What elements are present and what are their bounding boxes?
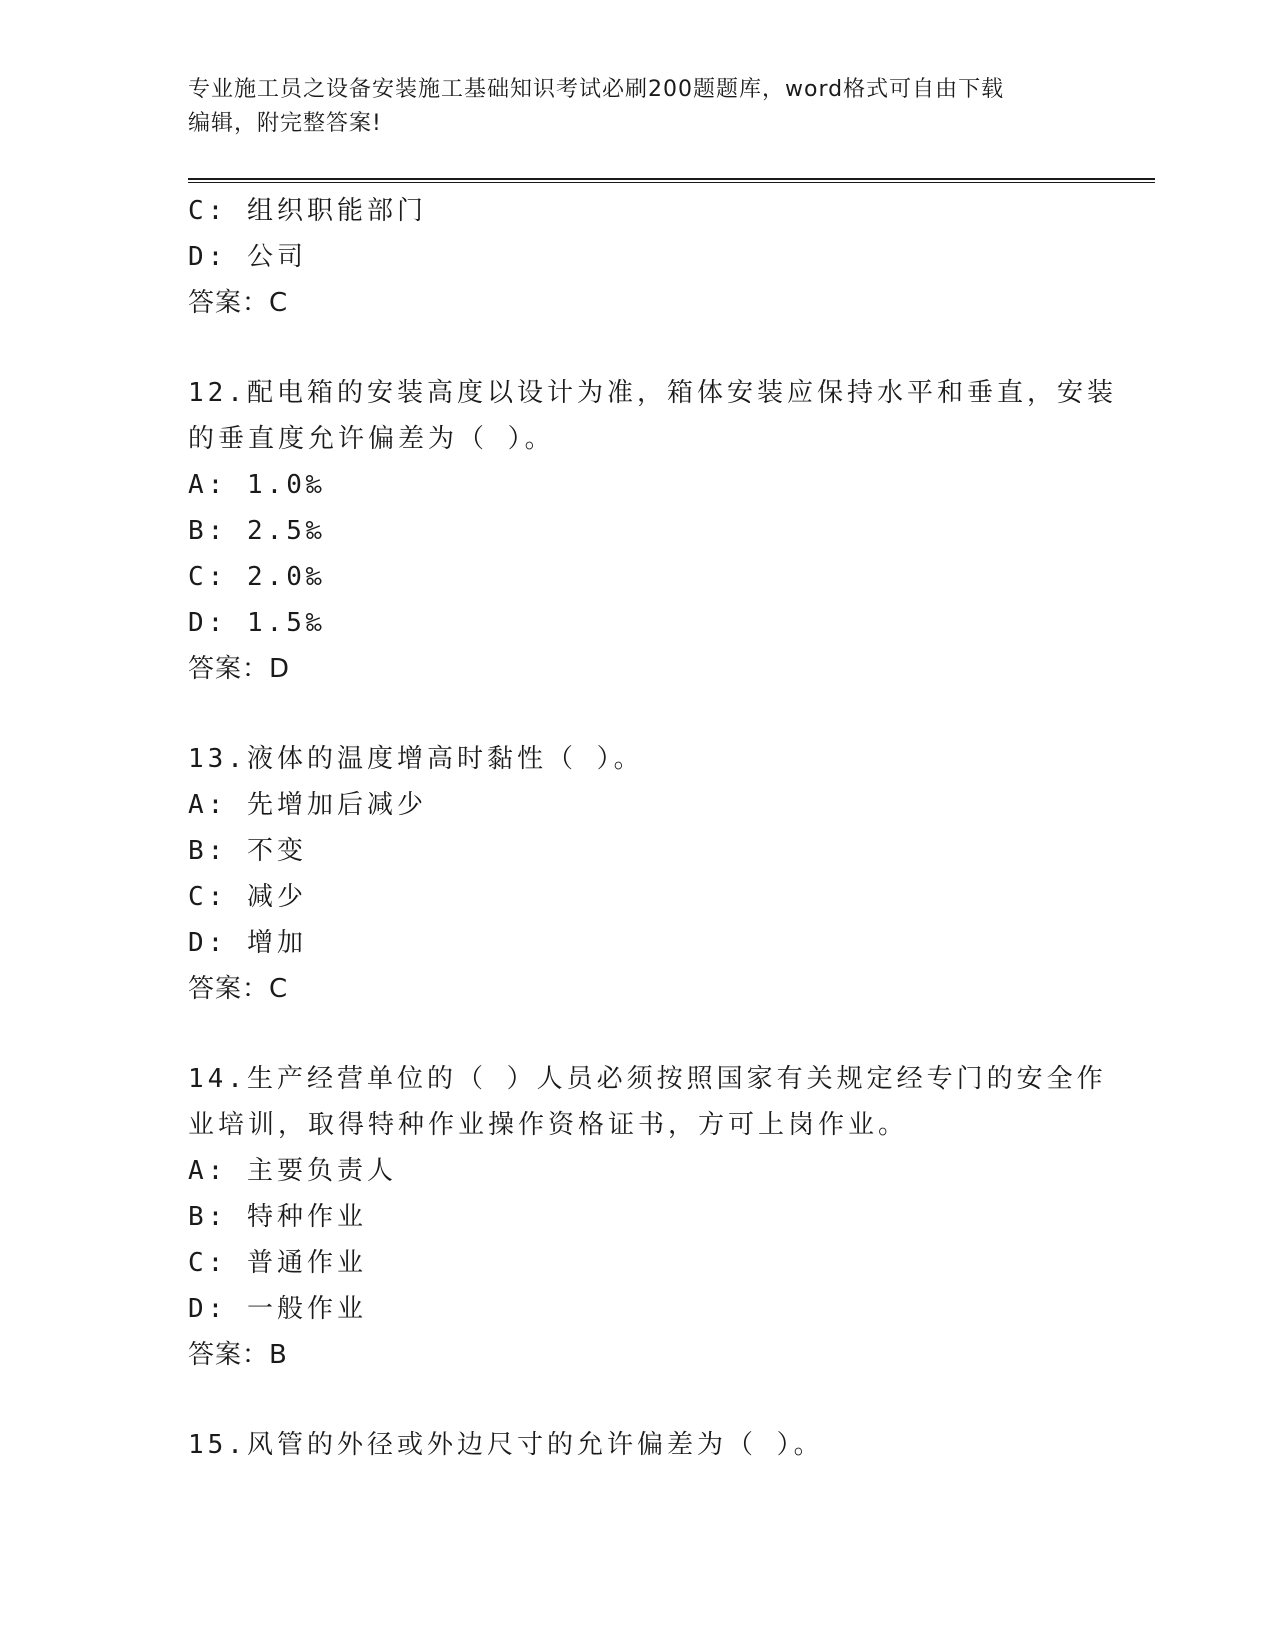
option-d: D: 1.5‰ [188,608,326,638]
option-b: B: 2.5‰ [188,516,326,546]
header-divider [188,178,1155,183]
spacer [188,326,1088,370]
spacer [188,1378,1088,1422]
question-12 [188,370,1117,692]
option-c: C: 减少 [188,882,307,912]
answer: 答案：B [188,1340,288,1370]
question-stem: 的垂直度允许偏差为（ ）。 [188,424,555,454]
option-c: C: 组织职能部门 [188,196,427,226]
spacer [188,1012,1088,1056]
option-d: D: 公司 [188,242,307,272]
option-c: C: 2.0‰ [188,562,326,592]
question-13 [188,736,1088,1012]
option-b: B: 不变 [188,836,307,866]
option-c: C: 普通作业 [188,1248,367,1278]
answer: 答案：C [188,288,289,318]
answer: 答案：C [188,974,289,1004]
question-stem: 13.液体的温度增高时黏性（ ）。 [188,744,644,774]
question-11-tail [188,188,1088,326]
option-d: D: 一般作业 [188,1294,367,1324]
answer: 答案：D [188,654,291,684]
question-stem: 业培训，取得特种作业操作资格证书，方可上岗作业。 [188,1110,909,1140]
question-14 [188,1056,1107,1378]
option-a: A: 先增加后减少 [188,790,427,820]
header-line-2: 编辑，附完整答案! [188,111,382,136]
question-stem: 15.风管的外径或外边尺寸的允许偏差为（ ）。 [188,1430,824,1460]
question-15 [188,1422,1088,1468]
header-line-1: 专业施工员之设备安装施工基础知识考试必刷200题题库，word格式可自由下载 [188,77,1005,102]
option-d: D: 增加 [188,928,307,958]
spacer [188,692,1088,736]
option-b: B: 特种作业 [188,1202,367,1232]
question-list [188,188,1117,1468]
option-a: A: 主要负责人 [188,1156,397,1186]
question-stem: 14.生产经营单位的（ ）人员必须按照国家有关规定经专门的安全作 [188,1064,1107,1094]
option-a: A: 1.0‰ [188,470,326,500]
document-header [188,73,1088,141]
question-stem: 12.配电箱的安装高度以设计为准，箱体安装应保持水平和垂直，安装 [188,378,1117,408]
